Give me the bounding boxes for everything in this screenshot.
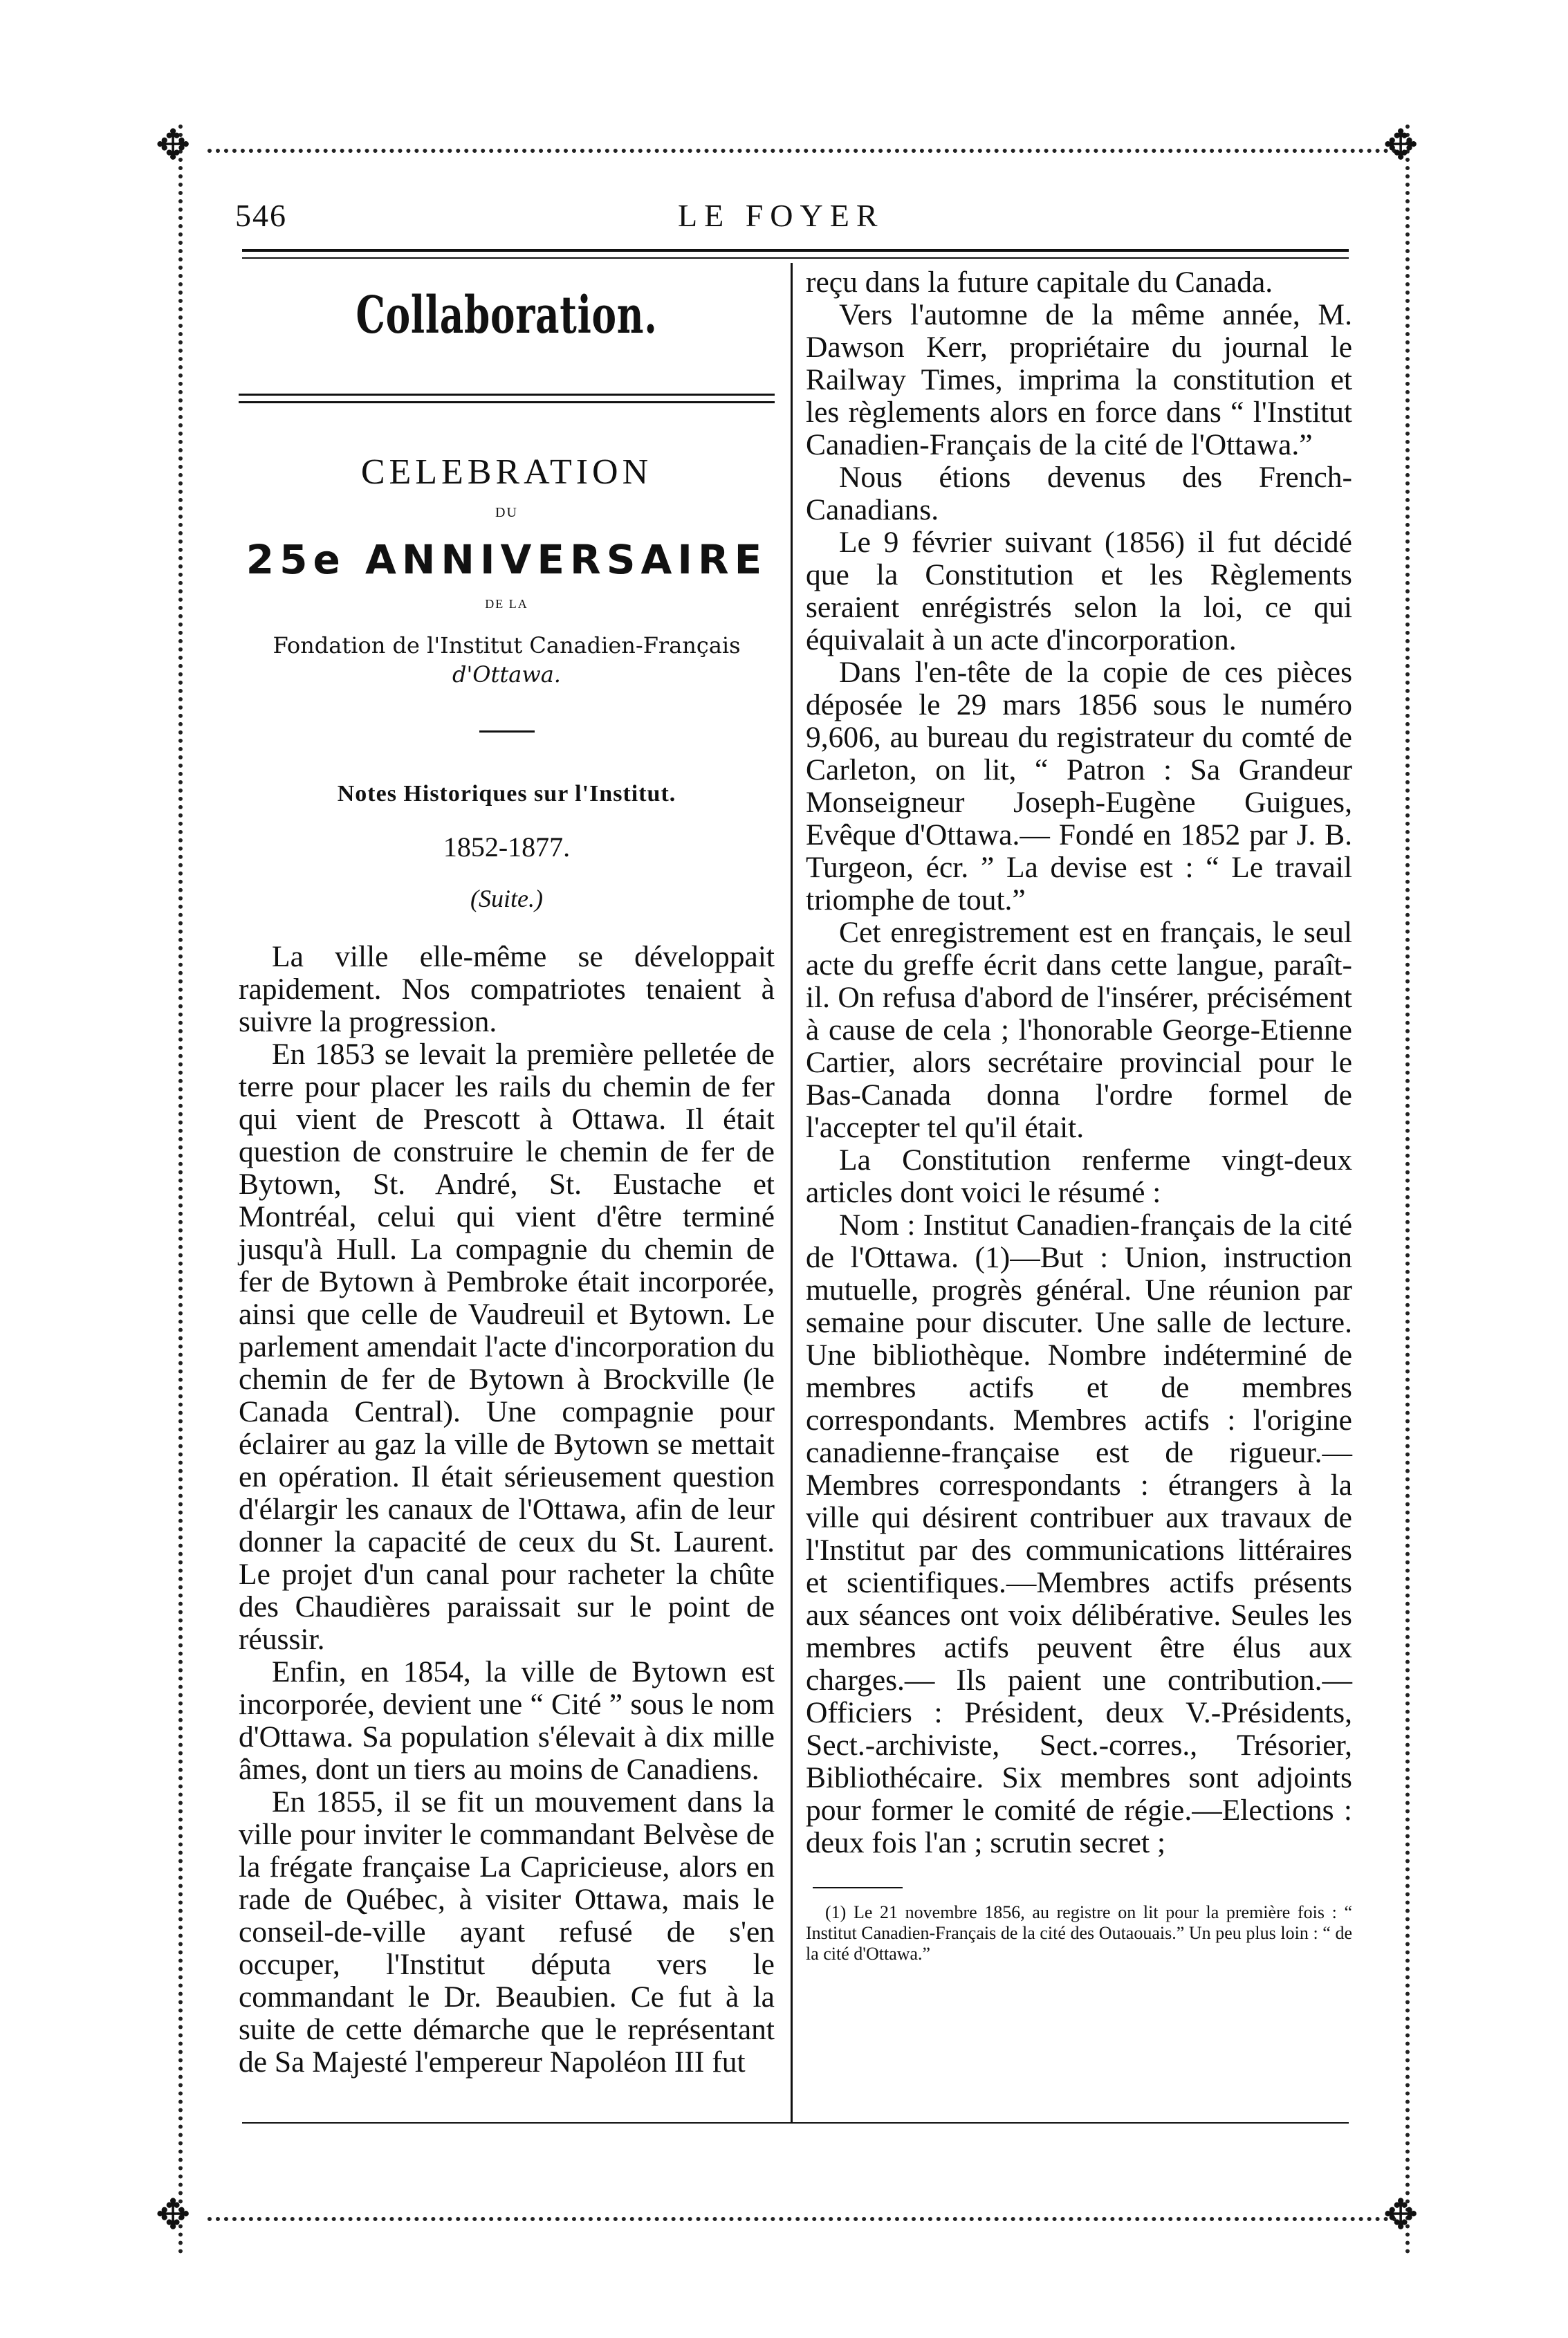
anniversary-heading: 25e ANNIVERSAIRE bbox=[246, 536, 768, 583]
paragraph: Le 9 février suivant (1856) il fut décidé que la Constitution et les Règlements seraient enrégistrés selon la loi, ce qui équivalait à un acte d'incorporation. bbox=[806, 526, 1352, 656]
left-border bbox=[178, 125, 183, 2255]
top-right-ornament-icon: ✥ bbox=[1383, 121, 1419, 169]
paragraph: La ville elle-même se développait rapidement. Nos compatriotes tenaient à suivre la progression. bbox=[239, 940, 775, 1038]
paragraph: Nous étions devenus des French-Canadians. bbox=[806, 461, 1352, 526]
top-left-ornament-icon: ✥ bbox=[156, 121, 191, 169]
header-rule-thin bbox=[242, 257, 1349, 259]
paragraph: Nom : Institut Canadien-français de la cité de l'Ottawa. (1)—But : Union, instruction mutuelle, progrès général. Une réunion par semaine pour discuter. Une salle de lecture. Une bibliothèque. Nombre indéterminé de membres actifs et de membres correspondants. Membres actifs : l'origine canadienne-française est de rigueur.— Membres correspondants : étrangers à la ville qui désirent contribuer aux travaux de l'Institut par des communications littéraires et scientifiques.—Membres actifs présents aux séances ont voix délibérative. Seules les membres actifs peuvent être élus aux charges.— Ils paient une contribution.—Officiers : Président, deux V.-Présidents, Sect.-archiviste, Sect.-corres., Trésorier, Bibliothécaire. Six membres sont adjoints pour former le comité de régie.—Elections : deux fois l'an ; scrutin secret ; bbox=[806, 1208, 1352, 1859]
paragraph: La Constitution renferme vingt-deux articles dont voici le résumé : bbox=[806, 1143, 1352, 1209]
paragraph: Dans l'en-tête de la copie de ces pièces déposée le 29 mars 1856 sous le numéro 9,606, au bureau du registrateur du comté de Carleton, on lit, “ Patron : Sa Grandeur Monseigneur Joseph-Eugène Guigues, Evêque d'Ottawa.— Fondé en 1852 par J. B. Turgeon, écr. ” La devise est : “ Le travail triomphe de tout.” bbox=[806, 656, 1352, 917]
paragraph: En 1855, il se fit un mouvement dans la ville pour inviter le commandant Belvèse de la frégate française La Capricieuse, alors en rade de Québec, à visiter Ottawa, mais le conseil-de-ville ayant refusé de s'en occuper, l'Institut députa vers le commandant le Dr. Beaubien. Ce fut à la suite de cette démarche que le représentant de Sa Majesté l'empereur Napoléon III fut bbox=[239, 1785, 775, 2079]
left-column bbox=[239, 266, 775, 2079]
bottom-left-ornament-icon: ✥ bbox=[156, 2191, 191, 2239]
running-title: LE FOYER bbox=[678, 198, 885, 233]
right-body-text bbox=[806, 266, 1352, 1859]
bottom-border bbox=[207, 2217, 1397, 2221]
header-rule bbox=[242, 249, 1349, 252]
paragraph: reçu dans la future capitale du Canada. bbox=[806, 266, 1273, 299]
right-border bbox=[1405, 125, 1410, 2255]
notes-heading: Notes Historiques sur l'Institut. bbox=[337, 781, 676, 807]
de-la-label: DE LA bbox=[485, 597, 528, 611]
top-border bbox=[207, 149, 1397, 153]
bottom-rule bbox=[242, 2122, 1349, 2124]
page-number: 546 bbox=[235, 198, 287, 233]
fondation-line-2: d'Ottawa. bbox=[452, 661, 561, 688]
right-column bbox=[806, 266, 1352, 1964]
section-title: Collaboration. bbox=[356, 286, 658, 345]
paragraph: Enfin, en 1854, la ville de Bytown est incorporée, devient une “ Cité ” sous le nom d'Ottawa. Sa population s'élevait à dix mille âmes, dont un tiers au moins de Canadiens. bbox=[239, 1655, 775, 1786]
celebration-heading: CELEBRATION bbox=[360, 452, 653, 492]
fondation-line-1: Fondation de l'Institut Canadien-Français bbox=[273, 632, 741, 659]
bottom-right-ornament-icon: ✥ bbox=[1383, 2191, 1419, 2239]
years-heading: 1852-1877. bbox=[443, 831, 571, 863]
paragraph: Vers l'automne de la même année, M. Dawson Kerr, propriétaire du journal le Railway Times, imprima la constitution et les règlements alors en force dans “ l'Institut Canadien-Français de la cité de l'Ottawa.” bbox=[806, 298, 1352, 461]
footnote: (1) Le 21 novembre 1856, au registre on lit pour la première fois : “ Institut Canadien-Français de la cité des Outaouais.” Un peu plus loin : “ de la cité d'Ottawa.” bbox=[806, 1902, 1352, 1964]
paragraph: Cet enregistrement est en français, le seul acte du greffe écrit dans cette langue, paraît-il. On refusa d'abord de l'insérer, précisément à cause de cela ; l'honorable George-Etienne Cartier, alors secrétaire provincial pour le Bas-Canada donna l'ordre formel de l'accepter tel qu'il était. bbox=[806, 916, 1352, 1144]
footnote-rule bbox=[813, 1887, 903, 1888]
page-header bbox=[235, 197, 1356, 239]
fondation-heading bbox=[239, 631, 775, 689]
paragraph: En 1853 se levait la première pelletée de terre pour placer les rails du chemin de fer qui vient de Prescott à Ottawa. Il était question de construire le chemin de fer de Bytown, St. André, St. Eustache et Montréal, celui qui vient d'être terminé jusqu'à Hull. La compagnie du chemin de fer de Bytown à Pembroke était incorporée, ainsi que celle de Vaudreuil et Bytown. Le parlement amendait l'acte d'incorporation du chemin de fer de Bytown à Brockville (le Canada Central). Une compagnie pour éclairer au gaz la ville de Bytown se mettait en opération. Il était sérieusement question d'élargir les canaux de l'Ottawa, afin de leur donner la capacité de ceux du St. Laurent. Le projet d'un canal pour racheter la chûte des Chaudières paraissait sur le point de réussir. bbox=[239, 1038, 775, 1656]
title-double-rule bbox=[239, 394, 775, 403]
left-body-text bbox=[239, 941, 775, 2079]
separator-dash bbox=[479, 730, 535, 733]
suite-label: (Suite.) bbox=[470, 885, 543, 912]
du-label: DU bbox=[495, 505, 518, 520]
column-divider bbox=[791, 263, 793, 2124]
